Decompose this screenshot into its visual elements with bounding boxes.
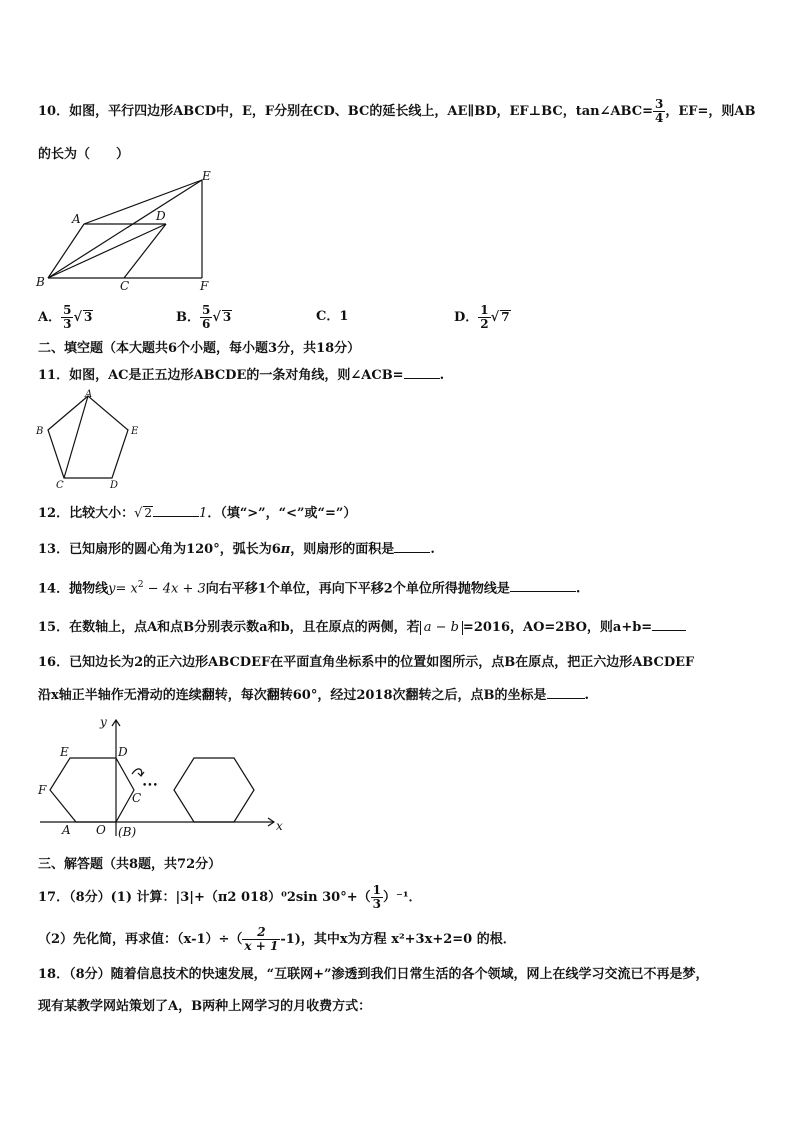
q11-pentagon-figure [34, 388, 144, 492]
q16-label-A: A [62, 823, 71, 837]
q10-label-C: C [120, 279, 130, 292]
q18-line1: 18．（8分）随着信息技术的快速发展，“互联网+”渗透到我们日常生活的各个领域，网上在线学习交流已不再是梦， [38, 967, 709, 982]
q11-label-E: E [131, 426, 139, 437]
q16-label-y: y [100, 715, 107, 729]
q16-label-C: C [132, 791, 142, 805]
q16-label-D: D [118, 745, 128, 759]
q10-parallelogram-figure [34, 168, 224, 292]
q10-label-B: B [36, 275, 45, 289]
q10-label-F: F [200, 279, 209, 292]
section-3-heading: 三、解答题（共8题，共72分） [38, 857, 222, 872]
q16-answer-blank[interactable] [547, 686, 585, 699]
q16-label-x: x [276, 819, 283, 833]
tan-fraction: $\frac{3}{4}$ [655, 97, 664, 125]
q16-dots: ••• [142, 781, 158, 791]
q14-text: 14．抛物线$y= x^2 - 4x + 3$向右平移1个单位，再向下平移2个单位所得抛物线是 . [38, 580, 581, 597]
q10-option-c: C．1 [316, 309, 349, 324]
q11-label-D: D [110, 480, 119, 491]
q10-option-b: B． $\frac{5}{6}$ √ 3 [176, 303, 232, 331]
q11-label-B: B [36, 426, 44, 437]
q12-answer-blank[interactable] [153, 504, 199, 517]
q13-answer-blank[interactable] [394, 540, 430, 553]
q10-line2: 的长为（ ） [38, 147, 130, 162]
q16-label-F: F [38, 783, 47, 797]
section-2-heading: 二、填空题（本大题共6个小题，每小题3分，共18分） [38, 341, 361, 356]
q10-option-d: D． $\frac{1}{2}$ √ 7 [454, 303, 510, 331]
q17-part2: （2）先化简，再求值：（x-1）÷（ $\frac{2}{x + 1}$ -1)，其中x为方程 x²+3x+2=0 的根． [38, 925, 516, 953]
q16-line1: 16．已知边长为2的正六边形ABCDEF在平面直角坐标系中的位置如图所示，点B在原点，把正六边形ABCDEF [38, 655, 695, 670]
q16-label-E: E [60, 745, 69, 759]
q10-line1: 10．如图，平行四边形ABCD中，E，F分别在CD、BC的延长线上，AE∥BD，EF⊥BC，tan∠ABC= $\frac{3}{4}$ ，EF=，则AB [38, 97, 756, 125]
q14-answer-blank[interactable] [510, 579, 576, 592]
q16-line2: 沿x轴正半轴作无滑动的连续翻转，每次翻转60°，经过2018次翻转之后，点B的坐标是 . [38, 688, 590, 703]
q15-answer-blank[interactable] [652, 618, 686, 631]
q18-line2: 现有某教学网站策划了A，B两种上网学习的月收费方式： [38, 999, 372, 1014]
q12-text: 12．比较大小：√ 2 1．（填“>”，“<”或“=”） [38, 506, 357, 521]
q11-label-A: A [85, 389, 93, 400]
q13-text: 13．已知扇形的圆心角为120°，弧长为6π，则扇形的面积是 . [38, 542, 435, 557]
q10-label-A: A [72, 212, 81, 226]
q15-text: 15．在数轴上，点A和点B分别表示数a和b，且在原点的两侧，若 a − b =2016，AO=2BO，则a+b= [38, 618, 686, 637]
q10-option-a: A． $\frac{5}{3}$ √ 3 [38, 303, 93, 331]
q17-part1: 17．（8分）(1) 计算：|3|+（π2 018）⁰2sin 30°+（ $\frac{1}{3}$ ）⁻¹． [38, 883, 422, 911]
q11-text: 11．如图，AC是正五边形ABCDE的一条对角线，则∠ACB= . [38, 368, 445, 383]
q11-label-C: C [56, 480, 64, 491]
q11-answer-blank[interactable] [404, 366, 440, 379]
q16-hexagon-figure [34, 710, 294, 844]
q10-label-D: D [156, 209, 166, 223]
q16-label-B: (B) [118, 825, 137, 839]
q16-label-O: O [96, 823, 106, 837]
q15-absolute-value: a − b [420, 621, 463, 635]
q10-label-E: E [202, 169, 211, 183]
